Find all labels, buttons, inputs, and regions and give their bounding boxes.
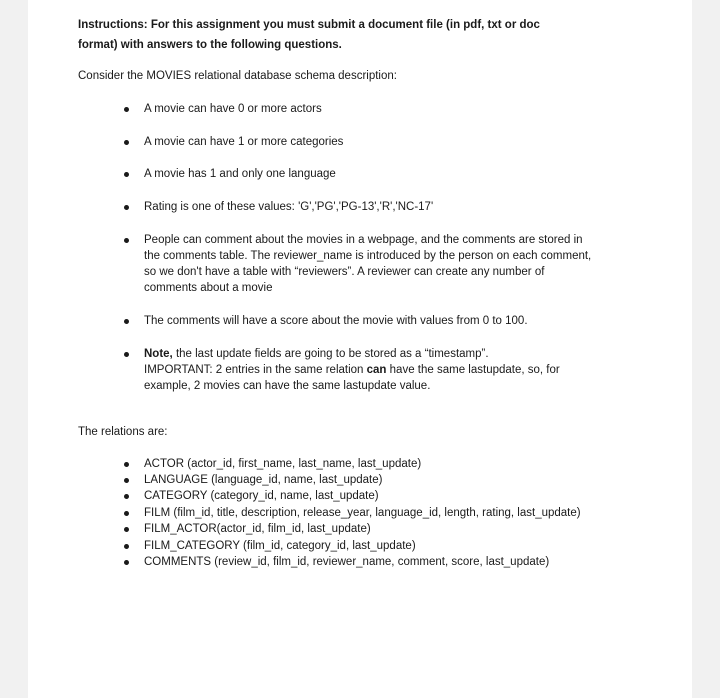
rule-text: A movie can have 0 or more actors (144, 103, 322, 115)
bullet-icon (124, 511, 129, 516)
bullet-icon (124, 462, 129, 467)
comment-rule-line-4: comments about a movie (144, 282, 273, 294)
note-line-3: example, 2 movies can have the same lastupdate value. (144, 380, 431, 392)
bullet-icon (124, 107, 129, 112)
rule-text: Rating is one of these values: 'G','PG','PG-13','R','NC-17' (144, 201, 434, 213)
note-line-1 (144, 346, 560, 362)
comment-rule-line-3: so we don't have a table with “reviewers”. A reviewer can create any number of (144, 266, 545, 278)
bullet-icon (124, 560, 129, 565)
bullet-icon (124, 140, 129, 145)
note-label: Note, (144, 348, 173, 360)
relation-text: FILM_CATEGORY (film_id, category_id, last_update) (144, 540, 416, 552)
bullet-icon (124, 172, 129, 177)
bullet-icon (124, 494, 129, 499)
relation-text: COMMENTS (review_id, film_id, reviewer_name, comment, score, last_update) (144, 556, 550, 568)
relation-text: CATEGORY (category_id, name, last_update) (144, 490, 379, 502)
note-text (144, 346, 560, 394)
score-rule-text: The comments will have a score about the movie with values from 0 to 100. (144, 315, 528, 327)
bullet-icon (124, 352, 129, 357)
rule-text: A movie can have 1 or more categories (144, 136, 344, 148)
schema-intro: Consider the MOVIES relational database schema description: (78, 70, 397, 82)
instructions-line-2: format) with answers to the following questions. (78, 39, 342, 51)
bullet-icon (124, 238, 129, 243)
relation-text: ACTOR (actor_id, first_name, last_name, last_update) (144, 458, 422, 470)
bullet-icon (124, 527, 129, 532)
instructions-line-1: Instructions: For this assignment you must submit a document file (in pdf, txt or doc (78, 19, 540, 31)
relation-text: FILM_ACTOR(actor_id, film_id, last_update) (144, 523, 371, 535)
comment-rule-text (144, 232, 591, 296)
note-line-2-end: have the same lastupdate, so, for (386, 364, 560, 376)
note-line-2-start: IMPORTANT: 2 entries in the same relation (144, 364, 367, 376)
bullet-icon (124, 544, 129, 549)
bullet-icon (124, 478, 129, 483)
bullet-icon (124, 319, 129, 324)
comment-rule-line-1: People can comment about the movies in a webpage, and the comments are stored in (144, 234, 583, 246)
relations-heading: The relations are: (78, 426, 168, 438)
note-line-1-rest: the last update fields are going to be stored as a “timestamp”. (172, 348, 489, 360)
note-line-2-bold: can (366, 364, 387, 376)
relation-text: LANGUAGE (language_id, name, last_update) (144, 474, 383, 486)
bullet-icon (124, 205, 129, 210)
note-line-2 (144, 362, 560, 378)
rule-text: A movie has 1 and only one language (144, 168, 336, 180)
comment-rule-line-2: the comments table. The reviewer_name is introduced by the person on each comment, (144, 250, 592, 262)
relation-text: FILM (film_id, title, description, release_year, language_id, length, rating, last_update) (144, 507, 581, 519)
